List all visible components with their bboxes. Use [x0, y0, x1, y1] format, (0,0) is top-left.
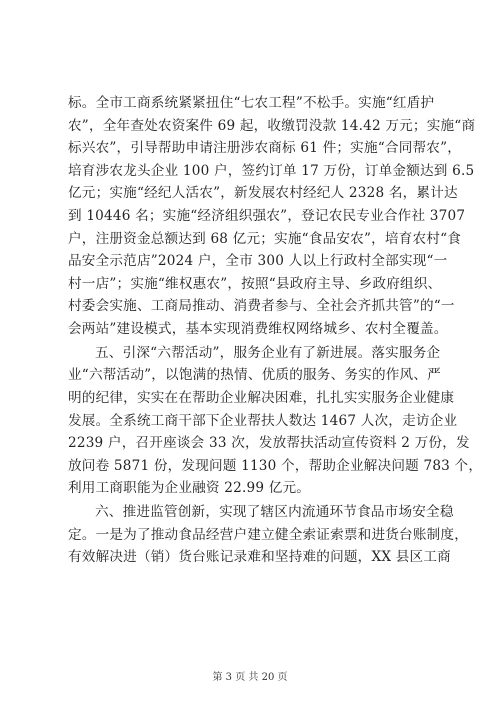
- paragraph-1: [68, 92, 476, 341]
- text-line: 户，注册资金总额达到 68 亿元；实施“食品安农”，培育农村“食: [68, 230, 462, 247]
- text-line: 会两站”建设模式，基本实现消费维权网络城乡、农村全覆盖。: [68, 320, 448, 337]
- page-footer: 第 3 页 共 20 页: [212, 672, 288, 683]
- text-line: 定。一是为了推动食品经营户建立健全索证索票和进货台账制度，: [68, 526, 469, 543]
- text-line: 培育涉农龙头企业 100 户，签约订单 17 万份，订单金额达到 6.5: [68, 162, 475, 179]
- text-line: 有效解决进（销）货台账记录难和坚持难的问题，XX 县区工商: [68, 549, 451, 566]
- text-line: 2239 户，召开座谈会 33 次，发放帮扶活动宣传资料 2 万份，发: [68, 435, 470, 452]
- text-line: 明的纪律，实实在在帮助企业解决困难，扎扎实实服务企业健康: [68, 389, 455, 406]
- text-line: 到 10446 名；实施“经济组织强农”，登记农民专业合作社 3707: [68, 207, 466, 224]
- text-line: 标。全市工商系统紧紧扭住“七农工程”不松手。实施“红盾护: [68, 95, 435, 111]
- text-line: 农”，全年查处农资案件 69 起，收缴罚没款 14.42 万元；实施“商: [68, 117, 476, 134]
- paragraph-3: [68, 501, 469, 569]
- text-line: 利用工商职能为企业融资 22.99 亿元。: [68, 480, 311, 497]
- text-line: 六、推进监管创新，实现了辖区内流通环节食品市场安全稳: [95, 504, 454, 521]
- text-line: 村一店”；实施“维权惠农”，按照“县政府主导、乡政府组织、: [68, 275, 442, 292]
- text-line: 标兴农”，引导帮助申请注册涉农商标 61 件；实施“合同帮农”，: [68, 140, 462, 157]
- text-line: 放问卷 5871 份，发现问题 1130 个，帮助企业解决问题 783 个，: [68, 457, 483, 474]
- text-line: 发展。全系统工商干部下企业帮扶人数达 1467 人次，走访企业: [68, 412, 458, 429]
- text-line: 五、引深“六帮活动”，服务企业有了新进展。落实服务企: [95, 344, 441, 361]
- text-line: 村委会实施、工商局推动、消费者参与、全社会齐抓共管”的“一: [68, 298, 455, 315]
- text-line: 品安全示范店”2024 户，全市 300 人以上行政村全部实现“一: [68, 253, 448, 270]
- text-line: 业“六帮活动”，以饱满的热情、优质的服务、务实的作风、严: [68, 367, 441, 384]
- body-text: [68, 92, 483, 570]
- text-line: 亿元；实施“经纪人活农”，新发展农村经纪人 2328 名，累计达: [68, 185, 458, 202]
- paragraph-2: [68, 342, 483, 500]
